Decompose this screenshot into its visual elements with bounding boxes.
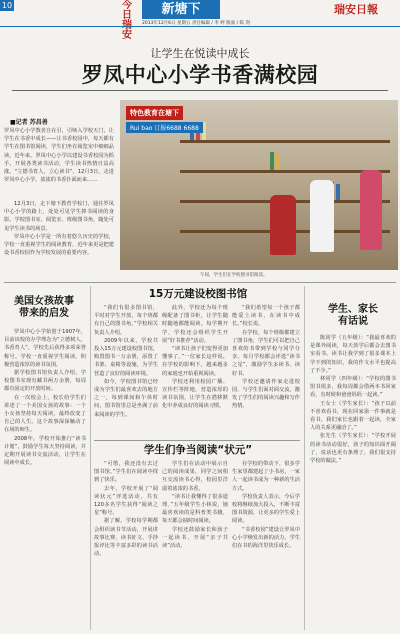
issue-meta: 2013年12月6日 星期五 责任编辑 / 李 婷 版面 / 陈 剑: [142, 21, 250, 26]
paragraph: “我们有很多图书馆，平时对学生开放，每个班都有自己的图书角。”学校相关负责人介绍。: [94, 305, 158, 336]
paragraph: 陈同学（五年级）：“我最喜欢的是课外阅读，每天放学后都会去图书室看书。读书让我学到了很多课本上学不到的知识，我的作文水平也提高了不少。”: [310, 335, 396, 374]
paragraph: “读书让我懂得了很多道理。”五年级学生小林说，她最喜欢读的是科普类书籍，每天都会抽时间阅读。: [162, 493, 228, 525]
page-number: 10: [1, 1, 13, 10]
section-title: 新塘下: [142, 0, 220, 19]
paragraph: 在学校的带动下，很多学生家里都建起了小书房，一家人一起读书成为一种新的生活方式。: [232, 461, 300, 492]
middle-body-b: [162, 304, 228, 436]
student-figure: [360, 170, 382, 250]
paragraph: 学生们在活动中展示自己的阅读成果，同学之间相互交流读书心得，校园里洋溢着浓浓的书香。: [162, 461, 228, 492]
main-kicker: 让学生在悦读中成长: [150, 47, 250, 60]
paragraph: 12月3日，走下塘下教育学校门，通往罗凤中心小学的路上，处处可见学生捧书阅读的身影。学校图书室、阅览室、班级图书角，随处可见学生读书的场景。: [4, 201, 114, 232]
book: [270, 152, 274, 170]
shelf: [180, 140, 390, 143]
masthead-today-ruian: 今日 安: [122, 0, 132, 41]
main-lead: 罗凤中心小学教者自在引，引师入学校天门，让学生在书香中成长——让书香校园中，每天都有学生在图书馆阅读，学生们坐在阅览室中细细品读。近年来，罗凤中心小学以建设书香校园为抓手，开展各类读书活动，学生读书热情日益高涨。“立德书育人，立心读书”，12月3日，走进罗凤中心小学，浓浓的书香扑面而来……: [4, 128, 114, 184]
byline: ■记者 苏昌善: [10, 119, 48, 126]
header-rule: [0, 26, 400, 27]
paragraph: 张先生（学生家长）：“学校开展的读书活动很好，孩子的知识面开阔了，说话也更有条理了，我们很支持学校的做法。”: [310, 433, 396, 465]
section-rule: [94, 440, 300, 441]
right-headline: [308, 304, 398, 328]
paragraph: 学校还利用校园广播、宣传栏等阵地，营造浓厚的读书氛围，让学生在潜移默化中养成良好的阅读习惯。: [162, 378, 228, 410]
paragraph: 去年，学校开展了“阅读状元”评选活动，共有120多名学生获得“阅读之星”称号。: [94, 485, 158, 517]
library-photo: [120, 100, 398, 270]
right-body: [310, 334, 396, 630]
paragraph: 在学校，每个班级都建立了图书角，学生们可以把自己喜欢的书带到学校与同学分享。每月学校都会评选“读书之星”，激励学生多读书、读好书。: [232, 329, 300, 377]
lower-body-c: [232, 460, 300, 630]
photo-caption: 午间，学生们在学校图书馆阅读。: [200, 273, 268, 278]
paragraph: 2009年以来，学校共投入15万元建设校图书馆，购置图书一万余册，添置了书架、桌椅等设施，为学生营造了良好的阅读环境。: [94, 337, 158, 377]
shelf: [180, 170, 390, 173]
paragraph: 在一次校会上，校长给学生们讲述了一个美国女孩的故事：一个小女孩坚持每天阅读，最终改变了自己的人生。这个故事深深触动了在场的师生。: [4, 394, 86, 434]
paragraph: 林同学（四年级）：“学校的图书馆书很多，我每周都会借两本书回家看，有时候和爸爸妈妈一起读。”: [310, 376, 396, 399]
middle-headline: 15万元建设校图书馆: [148, 288, 248, 300]
photo-tag: 特色教育在塘下: [126, 106, 183, 120]
paragraph: 据学校图书馆负责人介绍，学校图书室现有藏书两万余册，每周都有固定的开放时间。: [4, 370, 86, 393]
newspaper-brand: 瑞安日報: [334, 3, 378, 16]
section-rule: [4, 282, 396, 283]
paragraph: 学校负责人表示，今后学校将继续加大投入，不断丰富图书资源，让更多的学生爱上阅读。: [232, 493, 300, 525]
middle-body-c: [232, 304, 300, 436]
book: [276, 154, 280, 170]
left-body: [4, 328, 86, 628]
paragraph: 据了解，学校每学期都会组织读书节活动，开展讲故事比赛、读书征文、手抄报评比等丰富多彩的读书活动。: [94, 518, 158, 558]
paragraph: “可惜，我还没有去过图书馆。”学生们在阅读中找到了快乐。: [94, 461, 158, 484]
headline-line: 学生、家长: [328, 304, 378, 315]
lower-body-a: [94, 460, 158, 630]
headline-rule: [12, 90, 388, 91]
paragraph: 学校还邀请作家走进校园，与学生们面对面交流，激发了学生们的阅读兴趣和写作热情。: [232, 378, 300, 410]
photo-tag-subscribe: Rui bao 订报6688 6688: [126, 122, 203, 133]
column-divider: [90, 286, 91, 630]
student-figure: [310, 180, 334, 252]
paragraph: “读书让孩子们变得更加懂事了。”一位家长这样说。在学校的影响下，越来越多的家庭也开始重视阅读。: [162, 346, 228, 377]
paragraph: 如今，学校图书馆已经成为学生们最喜欢去的地方之一，每到课间和午休时间，图书馆里总是坐满了前来阅读的学生。: [94, 378, 158, 418]
middle-body-a: [94, 304, 158, 436]
left-headline: [4, 296, 84, 320]
paragraph: 王女士（学生家长）：“孩子以前不喜欢看书，现在回家第一件事就是看书，我们家长也跟着一起读，全家人的关系更融洽了。”: [310, 400, 396, 432]
paragraph: “我们希望每一个孩子都能爱上读书，在读书中成长。”校长说。: [232, 305, 300, 328]
paragraph: 2008年，学校开始推行“读书计划”，鼓励学生每天坚持阅读，并定期开展读书交流活动，让学生在阅读中成长。: [4, 435, 86, 467]
book: [336, 184, 340, 200]
main-headline: 罗凤中心小学书香满校园: [81, 62, 319, 87]
main-body: [4, 200, 114, 257]
headline-line: 带来的启发: [19, 308, 69, 319]
paragraph: 罗凤中心小学始创于1907年，目前该校的办学理念为“立德树人，书香育人”，学校先后获得多项荣誉称号。学校一直重视学生阅读，积极营造浓厚的读书氛围。: [4, 329, 86, 368]
paragraph: 学校还鼓励家长和孩子一起读书，开展“亲子共读”活动。: [162, 526, 228, 550]
student-figure: [270, 195, 296, 255]
lower-headline: 学生们争当阅读“状元”: [143, 444, 253, 456]
lower-body-b: [162, 460, 228, 630]
paragraph: 罗凤中心小学是一所有着悠久历史的学校，学校一直重视学生的阅读教育，近年来更是把建设书香校园作为学校发展的重要内容。: [4, 233, 114, 257]
paragraph: “书香校园”建设让罗凤中心小学焕发出新的活力，学生们在书的海洋里快乐成长。: [232, 526, 300, 550]
paragraph: 此外，学校还为每个班级配备了图书柜，让学生随时随地都能阅读。每学期开学，学校还会组织学生开展“好书推荐”活动。: [162, 305, 228, 344]
headline-line: 有话说: [338, 316, 368, 327]
headline-line: 美国女孩故事: [14, 296, 74, 307]
column-divider: [304, 286, 305, 630]
